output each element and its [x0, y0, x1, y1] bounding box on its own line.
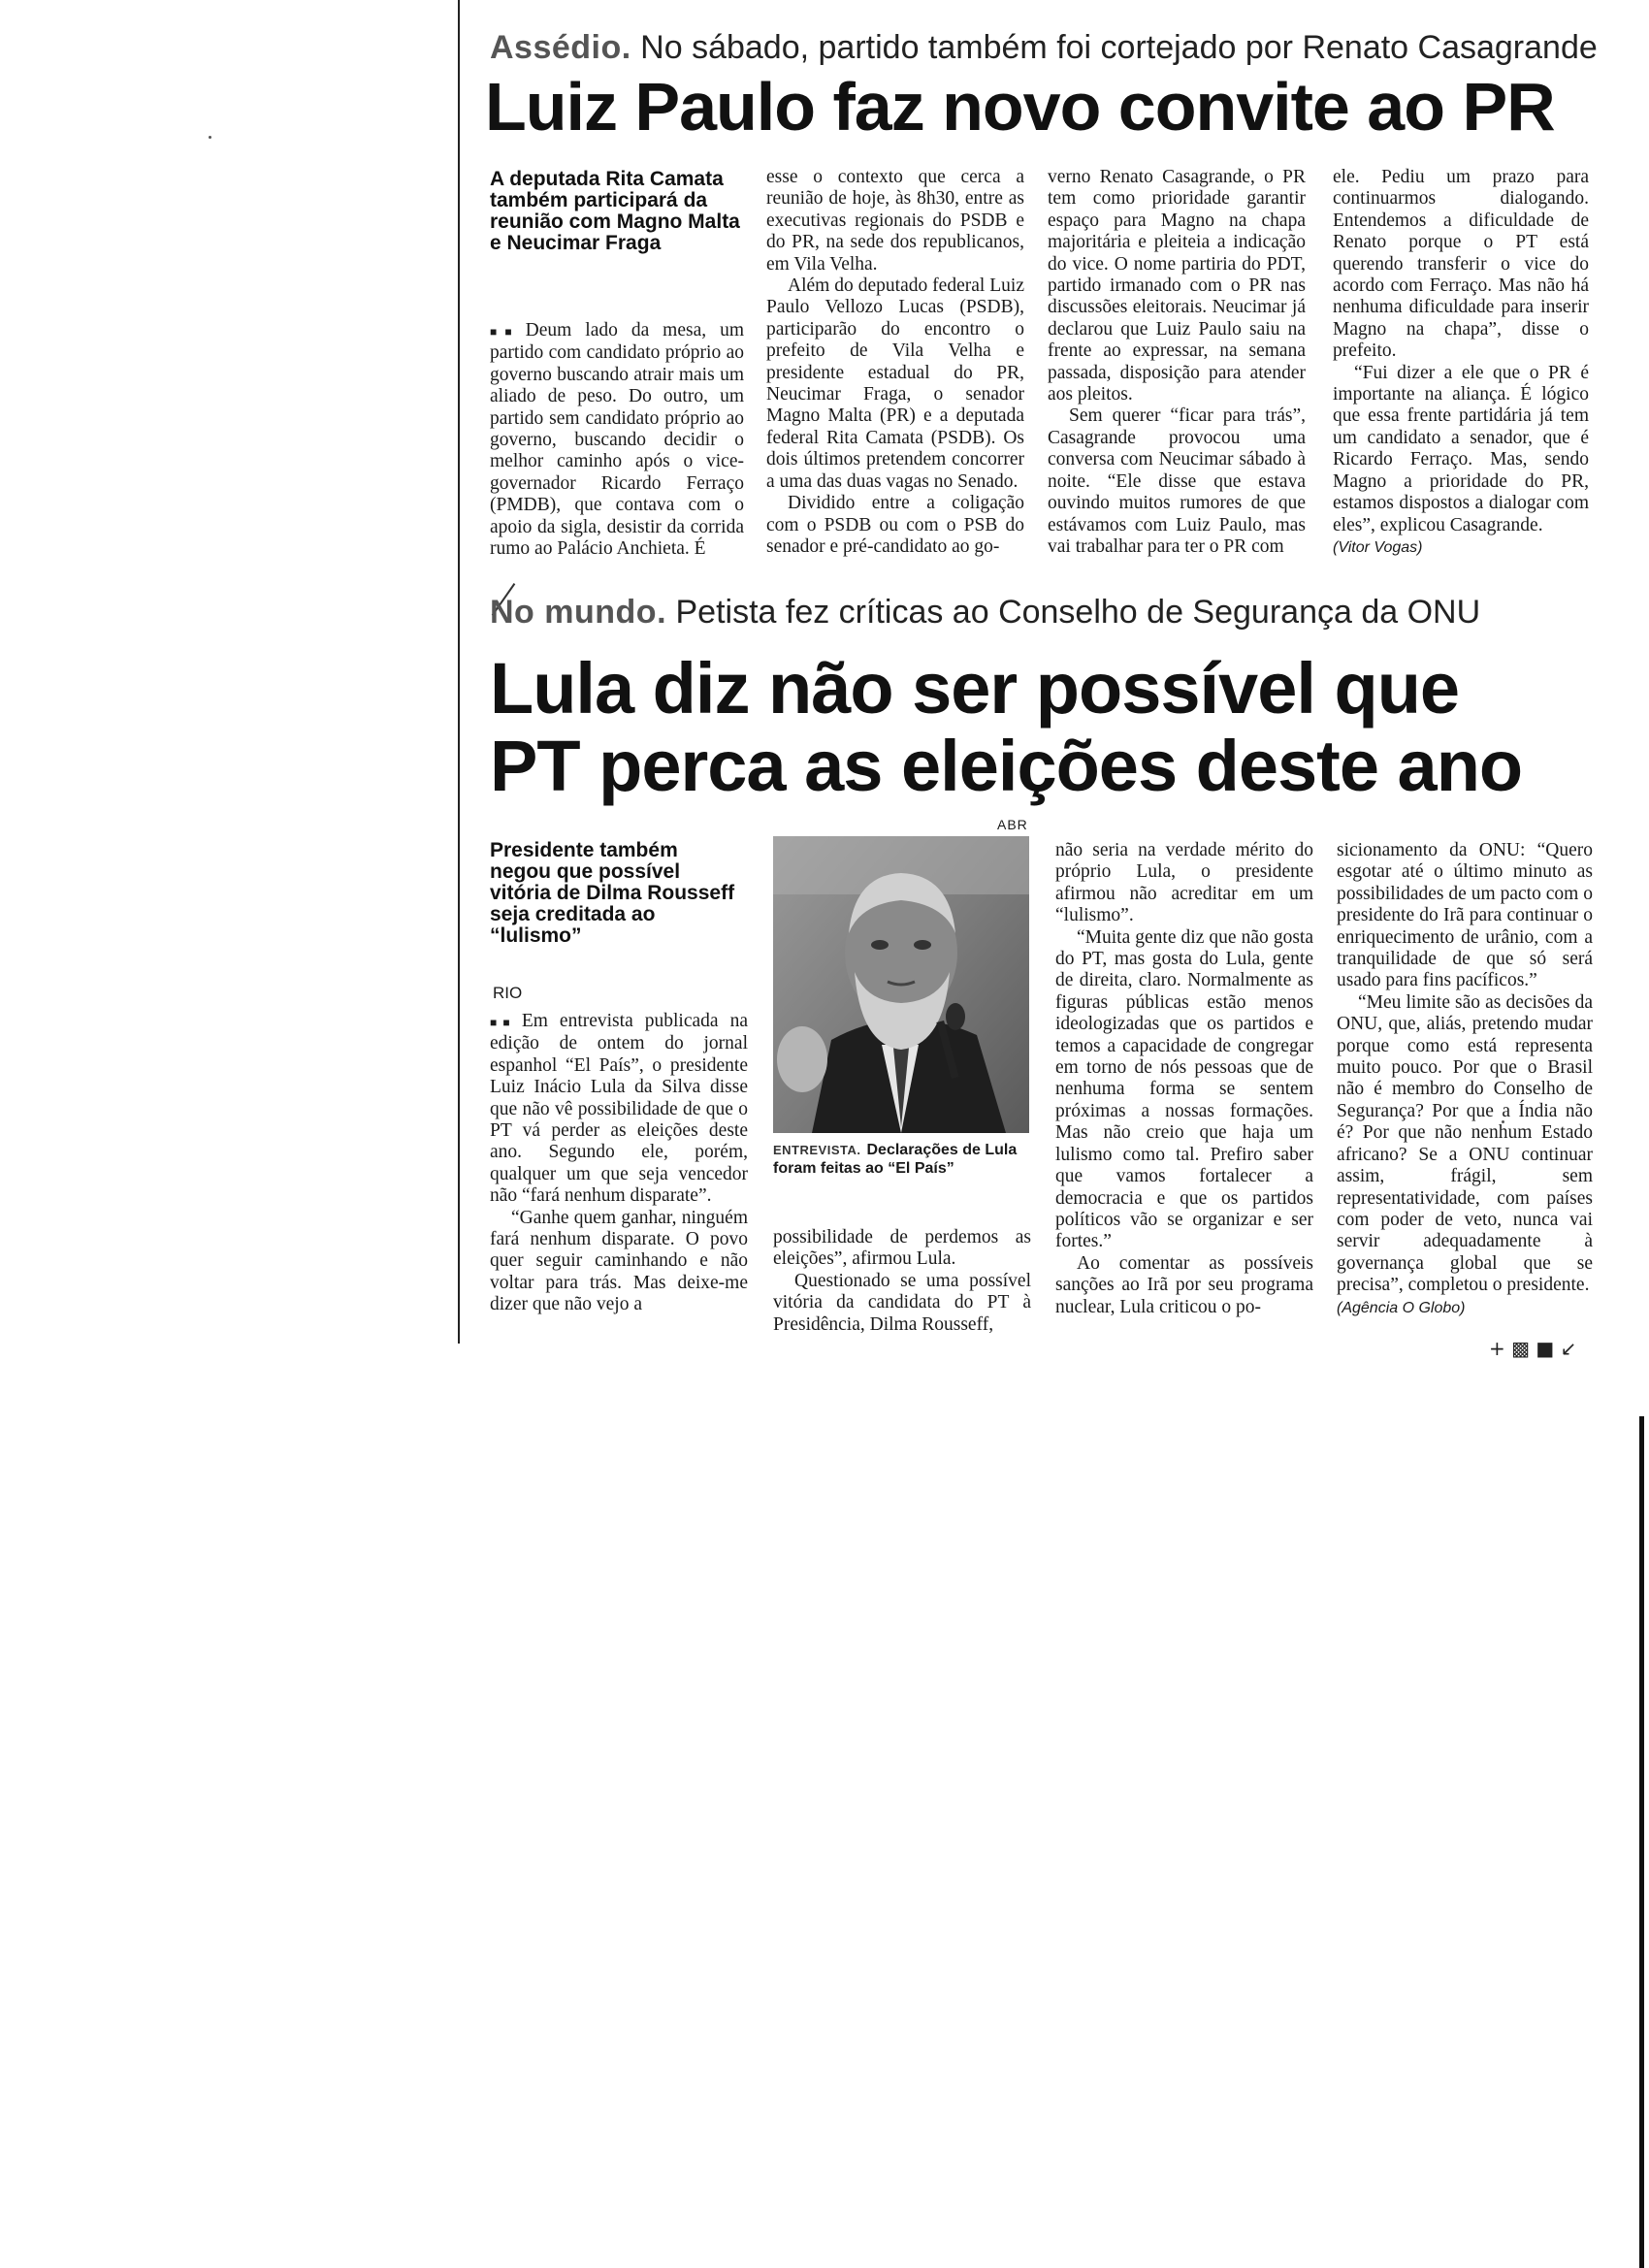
article2-kicker — [490, 594, 1480, 632]
article1-col3-p2: Sem querer “ficar para trás”, Casagrande provocou uma conversa com Neucimar sábado à noite. “Ele disse que estava ouvindo muitos rumores de que estávamos com Luiz Paulo, mas vai trabalhar para ter o PR com — [1048, 405, 1306, 557]
article2-kicker-label: No mundo. — [490, 594, 667, 631]
left-crop-border — [458, 0, 460, 1344]
article1-headline: Luiz Paulo faz novo convite ao PR — [485, 69, 1555, 145]
scan-speck — [209, 136, 211, 139]
article2-col2-p2: Questionado se uma possível vitória da candidata do PT à Presidência, Dilma Rousseff, — [773, 1270, 1031, 1335]
article2-column-2 — [773, 1227, 1031, 1336]
photo-credit: ABR — [997, 817, 1028, 832]
lula-photo-image — [773, 836, 1029, 1133]
article2-column-3 — [1055, 840, 1313, 1318]
photo-caption — [773, 1141, 1029, 1178]
article1-col4-p2: “Fui dizer a ele que o PR é importante na aliança. É lógico que essa frente partidária já tem um candidato a senador, que é Ricardo Ferraço. Mas, sendo Magno a prioridade do PR, estamos dispostos a dialogar com eles”, explicou Casagrande. — [1333, 362, 1589, 535]
caption-kicker: ENTREVISTA. — [773, 1143, 861, 1157]
article1-kicker — [490, 29, 1598, 67]
bullet-marker: ■■ — [490, 325, 520, 339]
article2-column-4 — [1337, 840, 1593, 1319]
article1-col2-p3: Dividido entre a coligação com o PSDB ou com o PSB do senador e pré-candidato ao go- — [766, 493, 1024, 557]
printer-registration-marks: + ▩ ■ ↙ — [1489, 1337, 1577, 1360]
article2-kicker-text: Petista fez críticas ao Conselho de Segurança da ONU — [675, 594, 1481, 631]
article2-col2-p1: possibilidade de perdemos as eleições”, afirmou Lula. — [773, 1227, 1031, 1270]
article2-col1-p1: Em entrevista publicada na edição de ontem do jornal espanhol “El País”, o presidente Luiz Inácio Lula da Silva disse que não vê possibilidade de que o PT vá perder as eleições deste ano. Segundo ele, porém, qualquer um que seja vencedor não “fará nenhum disparate”. — [490, 1011, 748, 1207]
article2-col3-p2: “Muita gente diz que não gosta do PT, mas gosta do Lula, gente de direita, claro. Normalmente as figuras públicas estão menos ideologizadas que os partidos e temos a capacidade de congregar em torno de nós pessoas que de nenhuma forma se sentem próximas a nossas formações. Mas não creio que haja um lulismo como tal. Prefiro saber que vamos fortalecer a democracia e que os partidos políticos vão se organizar e ser fortes.” — [1055, 926, 1313, 1252]
article2-dateline: RIO — [493, 984, 523, 1002]
article2-col1-p2: “Ganhe quem ganhar, ninguém fará nenhum disparate. O povo quer seguir caminhando e não voltar para trás. Mas deixe-me dizer que não vejo a — [490, 1207, 748, 1315]
article1-col4-p1: ele. Pediu um prazo para continuarmos dialogando. Entendemos a dificuldade de Renato porque o PT está querendo transferir o vice do acordo com Ferraço. Mas não há nenhuma dificuldade para inserir Magno na chapa”, disse o prefeito. — [1333, 167, 1589, 362]
article2-col3-p1: não seria na verdade mérito do próprio Lula, o presidente afirmou não acreditar em um “lulismo”. — [1055, 840, 1313, 926]
article2-col4-p1: sicionamento da ONU: “Quero esgotar até o último minuto as possibilidades de um pacto com o presidente do Irã para continuar o enriquecimento de urânio, com a tranquilidade de que só será usado para fins pacíficos.” — [1337, 840, 1593, 991]
article1-signature: (Vitor Vogas) — [1333, 538, 1423, 556]
article1-subhead: A deputada Rita Camata também participará da reunião com Magno Malta e Neucimar Fraga — [490, 168, 740, 254]
article1-column-4 — [1333, 167, 1589, 559]
article1-column-3 — [1048, 167, 1306, 558]
lula-photo — [773, 836, 1029, 1133]
article2-subhead: Presidente também negou que possível vitória de Dilma Rousseff seja creditada ao “lulismo” — [490, 839, 735, 947]
article2-col4-p2: “Meu limite são as decisões da ONU, que, aliás, pretendo mudar porque como está representa muito pouco. Por que o Brasil não é membro do Conselho de Segurança? Por que a Índia não é? Por que não nenhum Estado africano? Se a ONU continuar assim, frágil, sem representatividade, com países com poder de veto, nunca vai servir adequadamente à governança global que se precisa”, completou o presidente. — [1337, 991, 1593, 1296]
article1-column-2 — [766, 167, 1024, 558]
article2-headline-line1: Lula diz não ser possível que — [490, 648, 1460, 729]
article1-col3-p1: verno Renato Casagrande, o PR tem como prioridade garantir espaço para Magno na chapa majoritária e pleiteia a indicação do vice. O nome partiria do PDT, partido irmanado com o PR nas discussões eleitorais. Neucimar já declarou que Luiz Paulo saiu na frente ao expressar, na semana passada, disposição para atender aos pleitos. — [1048, 167, 1306, 405]
bullet-marker: ■■ — [490, 1016, 516, 1029]
article2-signature: (Agência O Globo) — [1337, 1299, 1466, 1316]
article2-headline-line2: PT perca as eleições deste ano — [490, 726, 1523, 806]
article2-column-1 — [490, 1011, 748, 1316]
article1-col2-p2: Além do deputado federal Luiz Paulo Vellozo Lucas (PSDB), participarão do encontro o prefeito de Vila Velha e presidente estadual do PR, Neucimar Fraga, o senador Magno Malta (PR) e a deputada federal Rita Camata (PSDB). Os dois últimos pretendem concorrer a uma das duas vagas no Senado. — [766, 275, 1024, 492]
article1-kicker-label: Assédio. — [490, 29, 631, 66]
article1-kicker-text: No sábado, partido também foi cortejado por Renato Casagrande — [640, 29, 1598, 66]
article1-column-1 — [490, 320, 744, 560]
article1-col1-text: Deum lado da mesa, um partido com candidato próprio ao governo buscando atrair mais um aliado de peso. Do outro, um partido sem candidato próprio ao governo, buscando decidir o melhor caminho após o vice-governador Ricardo Ferraço (PMDB), que contava com o apoio da sigla, desistir da corrida rumo ao Palácio Anchieta. É — [490, 320, 744, 560]
article1-col2-p1: esse o contexto que cerca a reunião de hoje, às 8h30, entre as executivas regionais do PSDB e do PR, na sede dos republicanos, em Vila Velha. — [766, 167, 1024, 275]
scan-edge-bar — [1639, 1416, 1644, 2268]
article2-col3-p3: Ao comentar as possíveis sanções ao Irã por seu programa nuclear, Lula criticou o po- — [1055, 1252, 1313, 1317]
caption-text: Declarações de Lula foram feitas ao “El País” — [773, 1142, 1018, 1177]
